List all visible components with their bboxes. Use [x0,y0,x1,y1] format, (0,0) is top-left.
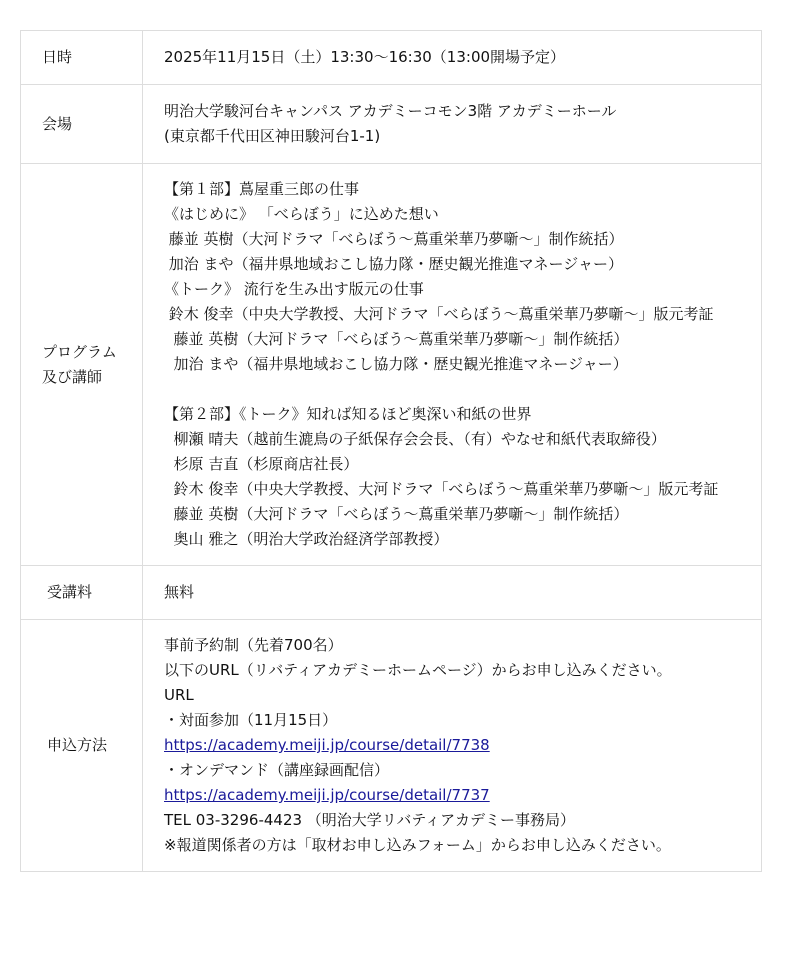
venue-value [143,85,762,164]
date-label: 日時 [21,31,143,85]
apply-phone: TEL 03-3296-4423 （明治大学リバティアカデミー事務局） [164,811,575,829]
venue-row [21,85,762,164]
program-line: 【第１部】蔦屋重三郎の仕事 [164,180,360,198]
program-line: 【第２部】《トーク》知れば知るほど奥深い和紙の世界 [164,405,532,423]
program-line: 加治 まや（福井県地域おこし協力隊・歴史観光推進マネージャー） [164,355,628,373]
apply-label: 申込方法 [21,620,143,872]
fee-row [21,566,762,620]
fee-label: 受講料 [21,566,143,620]
program-line: 柳瀬 晴夫（越前生漉鳥の子紙保存会会長、（有）やなせ和紙代表取締役） [164,430,666,448]
program-line: 奥山 雅之（明治大学政治経済学部教授） [164,530,449,548]
program-value [143,164,762,566]
program-line: 《トーク》 流行を生み出す版元の仕事 [164,280,424,298]
event-info-table [20,30,762,872]
apply-value [143,620,762,872]
on-demand-link[interactable]: https://academy.meiji.jp/course/detail/7737 [164,786,490,804]
apply-url-heading: URL [164,686,194,704]
venue-label: 会場 [21,85,143,164]
apply-instruction: 以下のURL（リバティアカデミーホームページ）からお申し込みください。 [164,661,672,679]
program-line: 加治 まや（福井県地域おこし協力隊・歴史観光推進マネージャー） [164,255,623,273]
venue-address: (東京都千代田区神田駿河台1-1) [164,127,381,145]
program-line: 藤並 英樹（大河ドラマ「べらぼう〜蔦重栄華乃夢噺〜」制作統括） [164,230,624,248]
fee-value: 無料 [143,566,762,620]
date-row [21,31,762,85]
date-value: 2025年11月15日（土）13:30〜16:30（13:00開場予定） [143,31,762,85]
program-spacer [164,377,743,402]
apply-in-person: ・対面参加（11月15日） [164,711,338,729]
program-line: 鈴木 俊幸（中央大学教授、大河ドラマ「べらぼう〜蔦重栄華乃夢噺〜」版元考証 [164,305,714,323]
in-person-link[interactable]: https://academy.meiji.jp/course/detail/7738 [164,736,490,754]
apply-press-note: ※報道関係者の方は「取材お申し込みフォーム」からお申し込みください。 [164,836,671,854]
program-line: 杉原 吉直（杉原商店社長） [164,455,359,473]
program-line: 藤並 英樹（大河ドラマ「べらぼう〜蔦重栄華乃夢噺〜」制作統括） [164,505,629,523]
apply-on-demand: ・オンデマンド（講座録画配信） [164,761,390,779]
program-label: プログラム 及び講師 [21,164,143,566]
program-line: 《はじめに》 「べらぼう」に込めた想い [164,205,439,223]
program-line: 藤並 英樹（大河ドラマ「べらぼう〜蔦重栄華乃夢噺〜」制作統括） [164,330,629,348]
program-line: 鈴木 俊幸（中央大学教授、大河ドラマ「べらぼう〜蔦重栄華乃夢噺〜」版元考証 [164,480,719,498]
apply-reservation: 事前予約制（先着700名） [164,636,343,654]
apply-row [21,620,762,872]
program-row [21,164,762,566]
venue-line: 明治大学駿河台キャンパス アカデミーコモン3階 アカデミーホール [164,102,617,120]
